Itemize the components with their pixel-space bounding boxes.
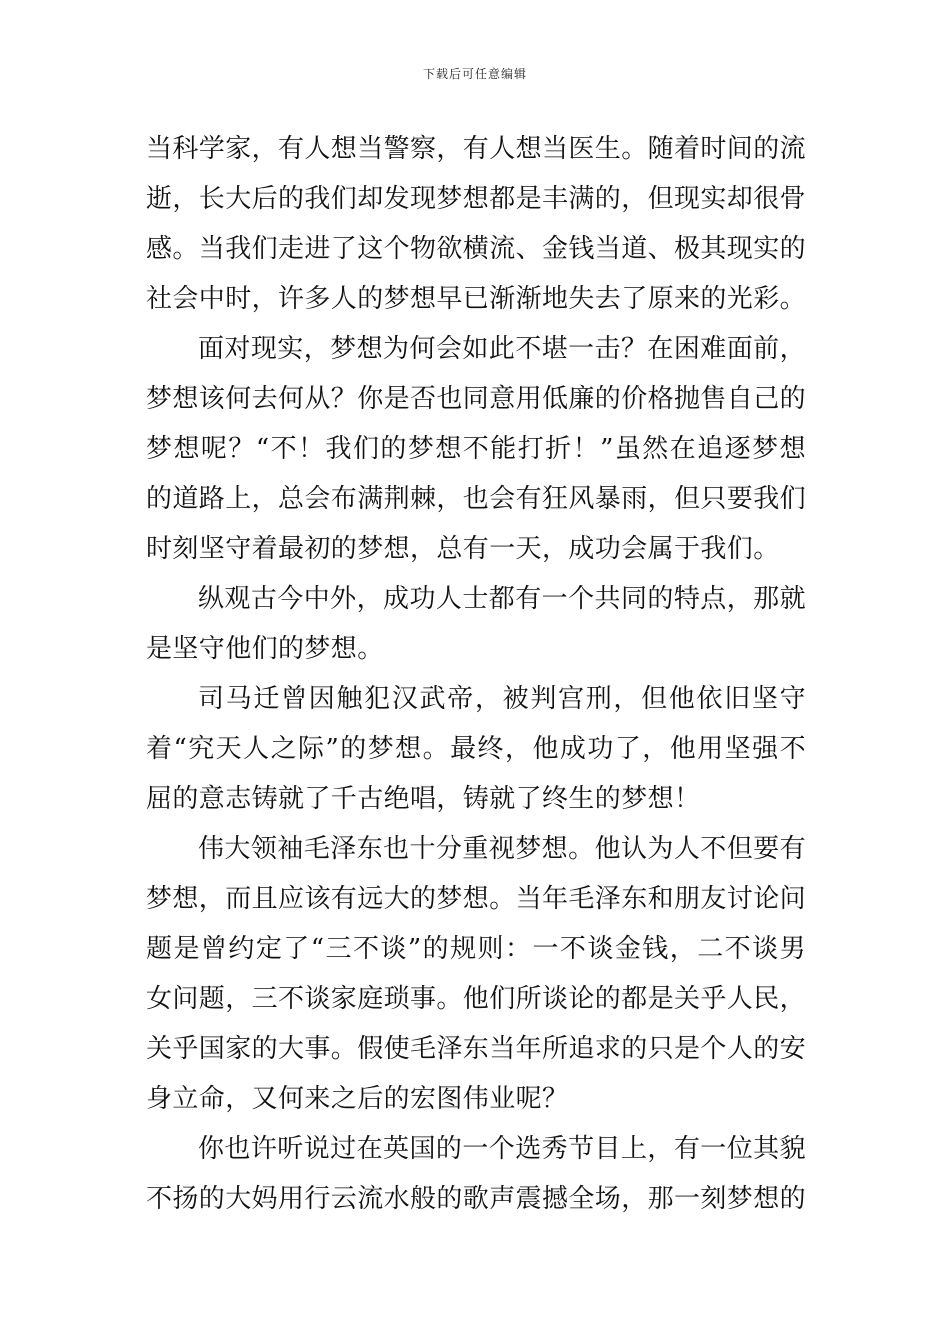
document-body	[146, 124, 806, 1224]
paragraph-4: 司马迁曾因触犯汉武帝，被判宫刑，但他依旧坚守着“究天人之际”的梦想。最终，他成功了，他用坚强不屈的意志铸就了千古绝唱，铸就了终生的梦想！	[146, 684, 806, 814]
page-header: 下载后可任意编辑	[422, 67, 527, 81]
paragraph-5: 伟大领袖毛泽东也十分重视梦想。他认为人不但要有梦想，而且应该有远大的梦想。当年毛泽东和朋友讨论问题是曾约定了“三不谈”的规则：一不谈金钱，二不谈男女问题，三不谈家庭琐事。他们所谈论的都是关乎人民，关乎国家的大事。假使毛泽东当年所追求的只是个人的安身立命，又何来之后的宏图伟业呢？	[146, 834, 807, 1114]
paragraph-2: 面对现实，梦想为何会如此不堪一击？在困难面前，梦想该何去何从？你是否也同意用低廉的价格抛售自己的梦想呢？“不！我们的梦想不能打折！”虽然在追逐梦想的道路上，总会布满荆棘，也会有狂风暴雨，但只要我们时刻坚守着最初的梦想，总有一天，成功会属于我们。	[146, 334, 807, 564]
paragraph-6: 你也许听说过在英国的一个选秀节目上，有一位其貌不扬的大妈用行云流水般的歌声震撼全场，那一刻梦想的	[146, 1134, 807, 1214]
paragraph-1: 当科学家，有人想当警察，有人想当医生。随着时间的流逝，长大后的我们却发现梦想都是丰满的，但现实却很骨感。当我们走进了这个物欲横流、金钱当道、极其现实的社会中时，许多人的梦想早已渐渐地失去了原来的光彩。	[146, 134, 807, 314]
paragraph-3: 纵观古今中外，成功人士都有一个共同的特点，那就是坚守他们的梦想。	[146, 584, 806, 664]
